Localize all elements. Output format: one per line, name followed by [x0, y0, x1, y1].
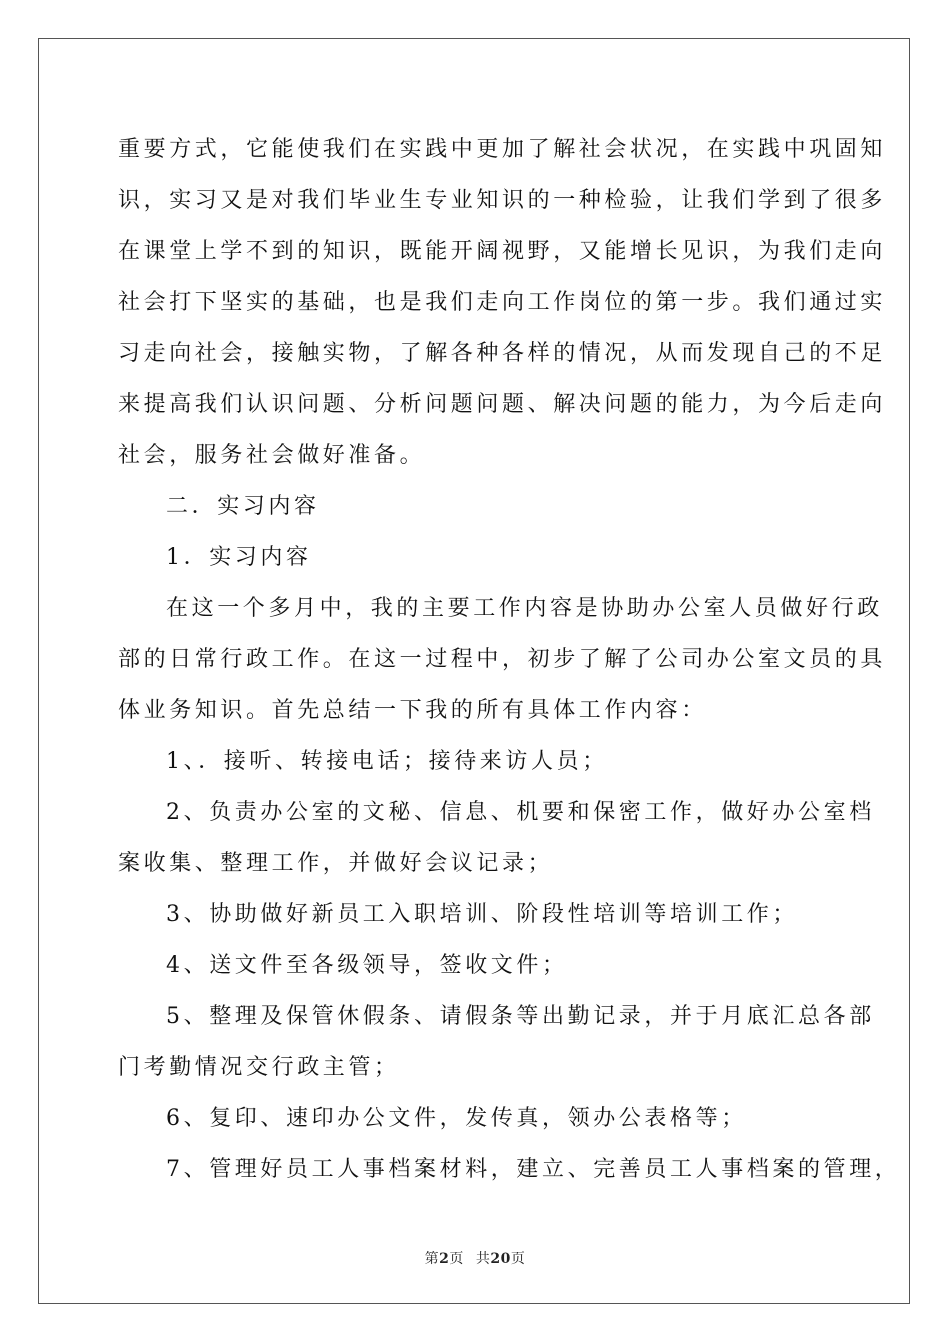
subsection-heading: 1．实习内容 — [166, 545, 312, 570]
text-line: 体业务知识。首先总结一下我的所有具体工作内容： — [118, 698, 707, 723]
total-pages: 20 — [490, 1251, 511, 1267]
section-heading: 二．实习内容 — [166, 494, 320, 519]
text-line: 识，实习又是对我们毕业生专业知识的一种检验，让我们学到了很多 — [118, 188, 887, 213]
list-item: 7、管理好员工人事档案材料，建立、完善员工人事档案的管理， — [166, 1157, 901, 1182]
page-footer — [0, 1248, 950, 1268]
text-line: 社会打下坚实的基础，也是我们走向工作岗位的第一步。我们通过实 — [118, 290, 887, 315]
text-line: 重要方式，它能使我们在实践中更加了解社会状况，在实践中巩固知 — [118, 137, 887, 162]
list-item: 3、协助做好新员工入职培训、阶段性培训等培训工作； — [166, 902, 798, 927]
text-line: 来提高我们认识问题、分析问题问题、解决问题的能力，为今后走向 — [118, 392, 887, 417]
page-suffix: 页 — [449, 1251, 464, 1267]
text-line: 社会，服务社会做好准备。 — [118, 443, 426, 468]
list-item: 2、负责办公室的文秘、信息、机要和保密工作，做好办公室档 — [166, 800, 875, 825]
text-line: 部的日常行政工作。在这一过程中，初步了解了公司办公室文员的具 — [118, 647, 887, 672]
total-suffix: 页 — [510, 1251, 526, 1267]
list-item: 4、送文件至各级领导，签收文件； — [166, 953, 568, 978]
page-number: 2 — [439, 1251, 450, 1267]
list-item-continuation: 案收集、整理工作，并做好会议记录； — [118, 851, 554, 876]
list-item: 1、．接听、转接电话；接待来访人员； — [166, 749, 608, 774]
page-prefix: 第 — [424, 1251, 440, 1267]
list-item: 5、整理及保管休假条、请假条等出勤记录，并于月底汇总各部 — [166, 1004, 875, 1029]
text-line: 在这一个多月中，我的主要工作内容是协助办公室人员做好行政 — [166, 596, 883, 621]
list-item: 6、复印、速印办公文件，发传真，领办公表格等； — [166, 1106, 747, 1131]
total-prefix: 共 — [475, 1251, 491, 1267]
document-body — [118, 124, 901, 1195]
text-line: 习走向社会，接触实物，了解各种各样的情况，从而发现自己的不足 — [118, 341, 887, 366]
text-line: 在课堂上学不到的知识，既能开阔视野，又能增长见识，为我们走向 — [118, 239, 887, 264]
list-item-continuation: 门考勤情况交行政主管； — [118, 1055, 400, 1080]
